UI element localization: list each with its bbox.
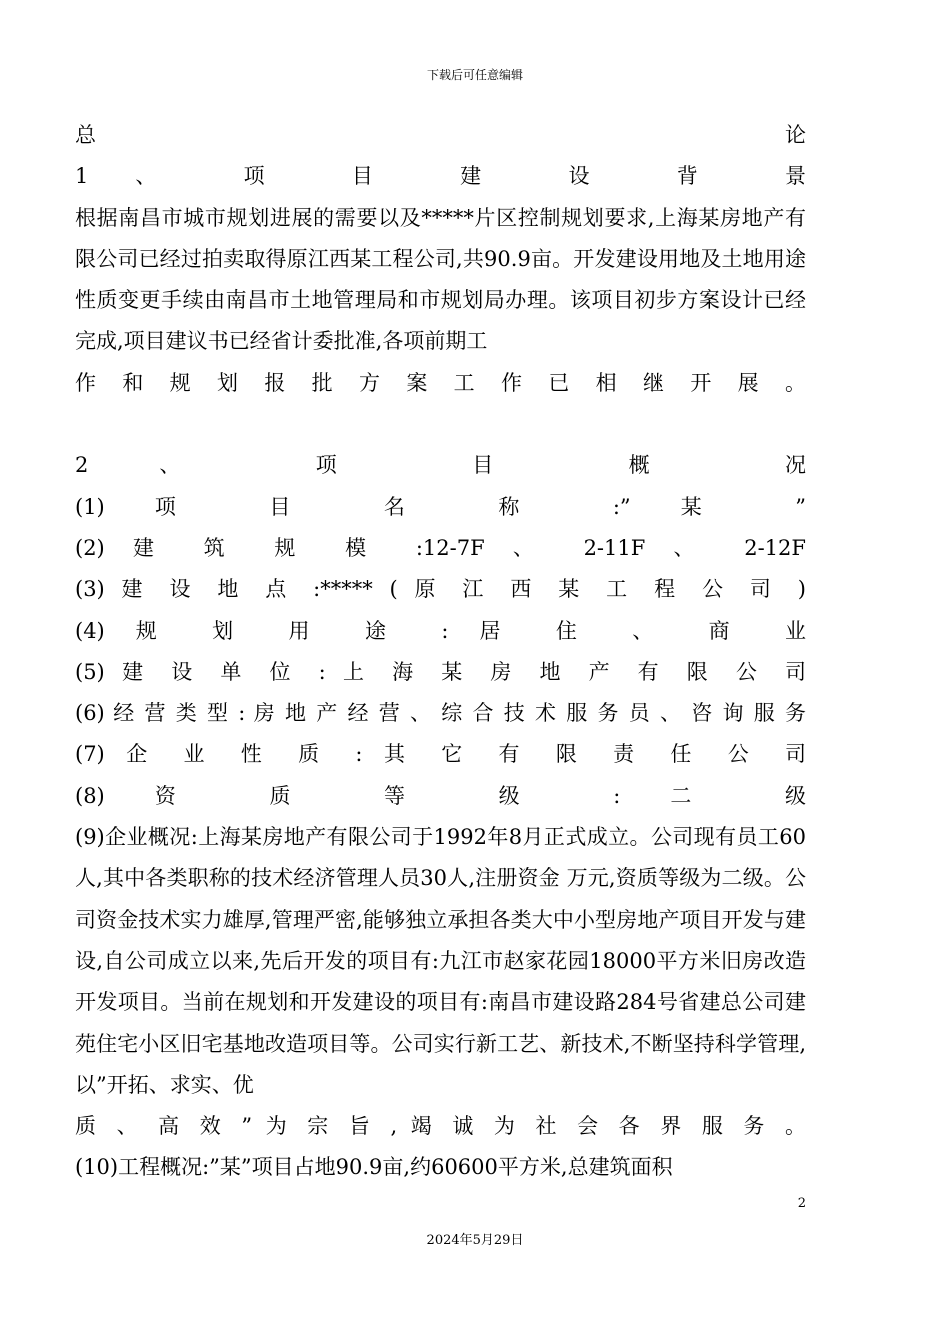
list-item: (7) 企 业 性 质 : 其 它 有 限 责 任 公 司 [75, 742, 806, 767]
blank-line [75, 404, 806, 445]
list-item: (8) 资 质 等 级 : 二 级 [75, 783, 806, 808]
section-heading: 总 论 [75, 123, 806, 147]
subsection-heading: 2 、 项 目 概 况 [75, 453, 806, 478]
paragraph-last-line: 作 和 规 划 报 批 方 案 工 作 已 相 继 开 展 。 [75, 370, 806, 395]
page-number: 2 [797, 1196, 806, 1211]
list-item: (3) 建 设 地 点 :***** ( 原 江 西 某 工 程 公 司 ) [75, 577, 806, 602]
page-footer-date: 2024年5月29日 [426, 1233, 524, 1248]
document-body [75, 115, 806, 1189]
list-item: (2) 建 筑 规 模 :12-7F 、 2-11F 、 2-12F [75, 535, 806, 560]
list-item: (5) 建 设 单 位 : 上 海 某 房 地 产 有 限 公 司 [75, 659, 806, 684]
project-overview-line: (10)工程概况:”某”项目占地90.9亩,约60600平方米,总建筑面积 [75, 1155, 673, 1180]
page-header: 下载后可任意编辑 [426, 68, 523, 82]
list-item: (4) 规 划 用 途 : 居 住 、 商 业 [75, 618, 806, 643]
paragraph-last-line: 质 、 高 效 ” 为 宗 旨 , 竭 诚 为 社 会 各 界 服 务 。 [75, 1114, 806, 1139]
company-overview-paragraph: (9)企业概况:上海某房地产有限公司于1992年8月正式成立。公司现有员工60人,其中各类职称的技术经济管理人员30人,注册资金 万元,资质等级为二级。公司资金技术实力雄厚,管理严密,能够独立承担各类大中小型房地产项目开发与建设,自公司成立以来,先后开发的项目有:九江市赵家花园18000平方米旧房改造开发项目。当前在规划和开发建设的项目有:南昌市建设路284号省建总公司建苑住宅小区旧宅基地改造项目等。公司实行新工艺、新技术,不断坚持科学管理,以”开拓、求实、优 [75, 825, 806, 1097]
list-item: (1) 项 目 名 称 :” 某 ” [75, 494, 806, 519]
subsection-heading: 1 、 项 目 建 设 背 景 [75, 164, 806, 189]
list-item: (6) 经 营 类 型 : 房 地 产 经 营 、 综 合 技 术 服 务 员 、 咨 询 服 务 [75, 701, 806, 726]
background-paragraph: 根据南昌市城市规划进展的需要以及*****片区控制规划要求,上海某房地产有限公司已经过拍卖取得原江西某工程公司,共90.9亩。开发建设用地及土地用途性质变更手续由南昌市土地管理局和市规划局办理。该项目初步方案设计已经完成,项目建议书已经省计委批准,各项前期工 [75, 205, 806, 354]
